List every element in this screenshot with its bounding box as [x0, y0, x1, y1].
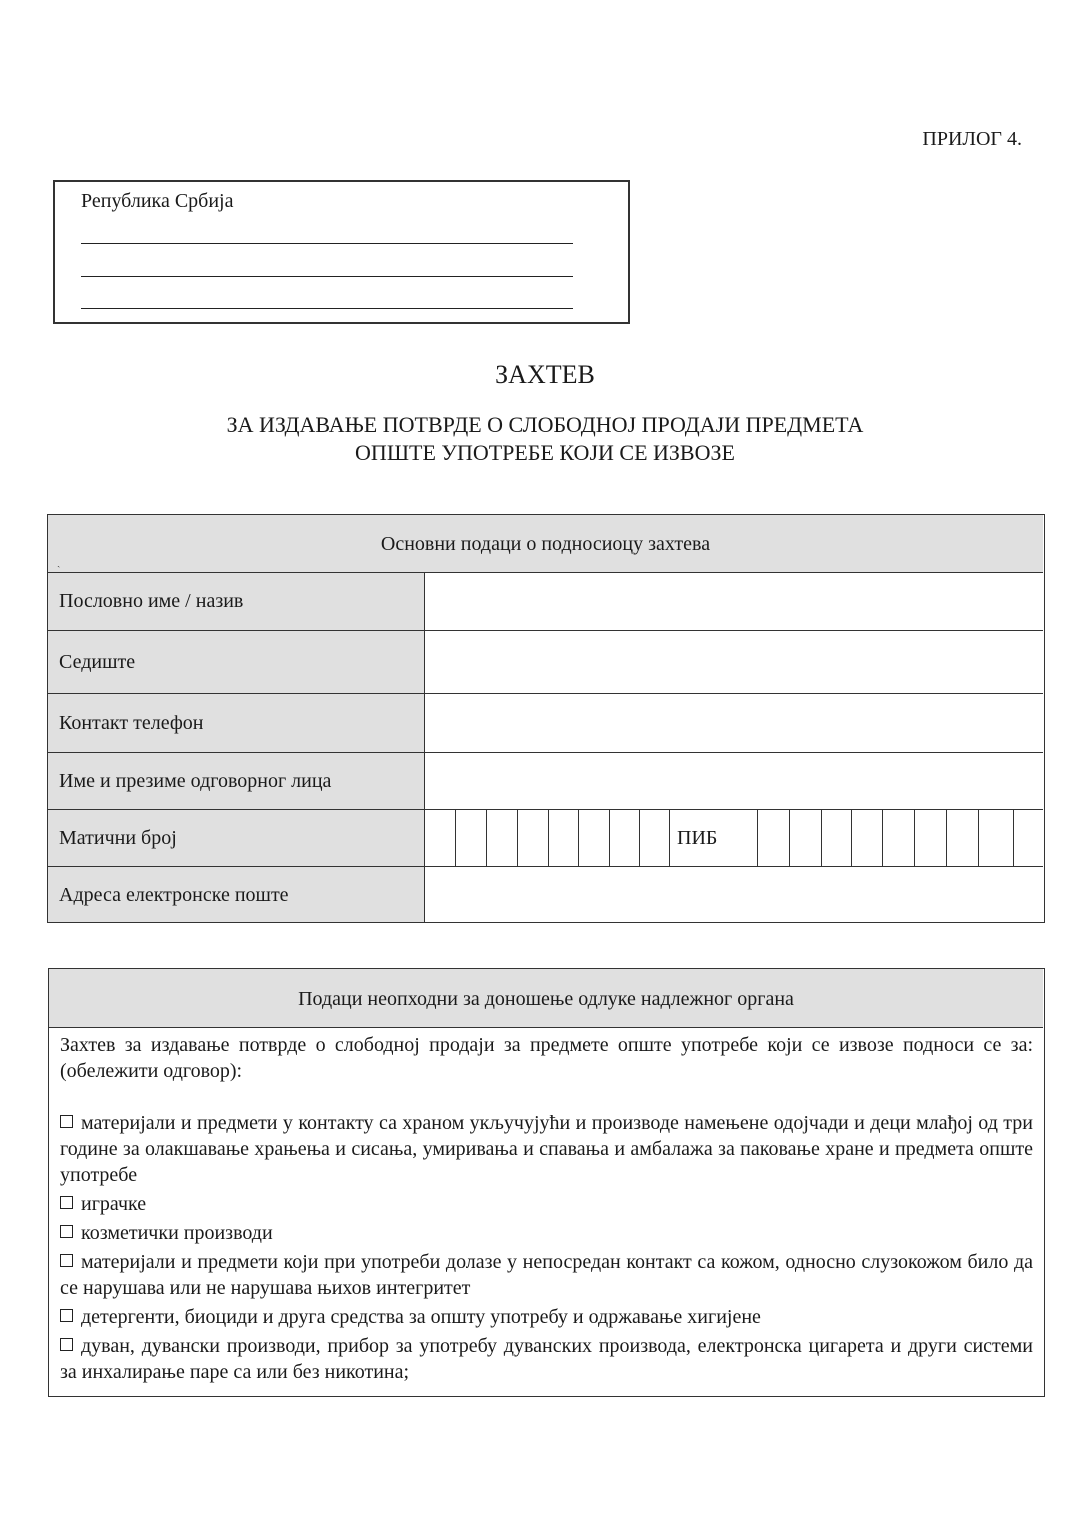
registration-digit-6[interactable]	[579, 810, 610, 866]
document-title: ЗАХТЕВ	[495, 360, 595, 389]
email-input[interactable]	[425, 867, 1043, 922]
label-business-name: Пословно име / назив	[59, 590, 244, 612]
issuer-box	[53, 180, 630, 324]
registration-digit-2[interactable]	[456, 810, 487, 866]
option-detergents	[60, 1304, 1033, 1330]
row-ids	[48, 810, 1043, 867]
option-toys	[60, 1191, 1033, 1217]
checkbox-tobacco[interactable]	[60, 1338, 73, 1351]
applicant-table-header	[48, 515, 1043, 573]
checkbox-cosmetics[interactable]	[60, 1225, 73, 1238]
document-subtitle	[0, 411, 1090, 467]
subtitle-line-1: ЗА ИЗДАВАЊЕ ПОТВРДЕ О СЛОБОДНОЈ ПРОДАЈИ ПРЕДМЕТА	[226, 412, 864, 437]
checkbox-toys[interactable]	[60, 1196, 73, 1209]
checkbox-skin-contact[interactable]	[60, 1254, 73, 1267]
option-skin-contact	[60, 1249, 1033, 1301]
checkbox-food-contact[interactable]	[60, 1115, 73, 1128]
registration-digit-5[interactable]	[549, 810, 579, 866]
applicant-table	[47, 514, 1045, 923]
registration-digit-8[interactable]	[640, 810, 670, 866]
tax-id-digit-2[interactable]	[790, 810, 822, 866]
decision-table-header	[49, 969, 1043, 1028]
subtitle-line-2: ОПШТЕ УПОТРЕБЕ КОЈИ СЕ ИЗВОЗЕ	[355, 440, 735, 465]
tax-id-digit-5[interactable]	[883, 810, 915, 866]
issuer-line-1[interactable]	[81, 243, 573, 244]
label-tax-id: ПИБ	[677, 827, 718, 849]
annex-label: ПРИЛОГ 4.	[922, 128, 1022, 150]
decision-heading: Подаци неопходни за доношење одлуке надлежног органа	[298, 988, 794, 1010]
applicant-heading: Основни подаци о подносиоцу захтева	[380, 533, 711, 555]
label-cell	[48, 573, 425, 630]
option-cosmetics	[60, 1220, 1033, 1246]
label-registration-number: Матични број	[59, 827, 177, 849]
seat-input[interactable]	[425, 631, 1043, 693]
tax-id-digit-3[interactable]	[822, 810, 852, 866]
decision-intro: Захтев за издавање потврде о слободној продаји за предмете опште употребе који се извозе подноси се за: (обележити одговор):	[60, 1034, 1033, 1082]
label-cell	[48, 753, 425, 809]
decision-table	[48, 968, 1045, 1397]
registration-digit-7[interactable]	[610, 810, 640, 866]
responsible-person-input[interactable]	[425, 753, 1043, 809]
label-email: Адреса електронске поште	[59, 884, 289, 906]
issuer-name: Република Србија	[81, 190, 234, 212]
registration-digit-3[interactable]	[487, 810, 518, 866]
label-phone: Контакт телефон	[59, 712, 204, 734]
option-text: дуван, дувански производи, прибор за употребу дуванских производа, електронска цигарета и други системи за инхалирање паре са или без никотина;	[60, 1335, 1033, 1383]
tax-id-digit-8[interactable]	[979, 810, 1014, 866]
issuer-line-2[interactable]	[81, 276, 573, 277]
label-responsible-person: Име и презиме одговорног лица	[59, 770, 332, 792]
tax-id-digit-9[interactable]	[1014, 810, 1043, 866]
option-text: материјали и предмети у контакту са храном укључујући и производе намењене одојчади и деци млађој од три године за олакшавање храњења и сисања, умиривања и спавања и амбалажа за паковање хране и предмета опште употребе	[60, 1112, 1033, 1186]
business-name-input[interactable]	[425, 573, 1043, 630]
decision-body	[60, 1032, 1033, 1385]
tax-id-digit-6[interactable]	[915, 810, 947, 866]
tax-id-digit-7[interactable]	[947, 810, 979, 866]
option-tobacco	[60, 1333, 1033, 1385]
tax-id-label-cell	[670, 810, 758, 866]
row-email	[48, 867, 1043, 922]
issuer-line-3[interactable]	[81, 308, 573, 309]
corner-mark: ˏ	[57, 557, 61, 568]
tax-id-digit-1[interactable]	[758, 810, 790, 866]
label-seat: Седиште	[59, 651, 136, 673]
checkbox-detergents[interactable]	[60, 1309, 73, 1322]
row-business-name	[48, 573, 1043, 631]
option-food-contact	[60, 1110, 1033, 1188]
tax-id-digit-4[interactable]	[852, 810, 883, 866]
label-cell	[48, 867, 425, 922]
label-cell	[48, 694, 425, 752]
option-text: детергенти, биоциди и друга средства за општу употребу и одржавање хигијене	[81, 1306, 761, 1328]
registration-digit-4[interactable]	[518, 810, 549, 866]
label-cell	[48, 810, 425, 866]
phone-input[interactable]	[425, 694, 1043, 752]
registration-digit-1[interactable]	[425, 810, 456, 866]
row-seat	[48, 631, 1043, 694]
option-text: материјали и предмети који при употреби долазе у непосредан контакт са кожом, односно слузокожом било да се нарушава или не нарушава њихов интегритет	[60, 1251, 1033, 1299]
option-text: играчке	[81, 1193, 147, 1215]
label-cell	[48, 631, 425, 693]
option-text: козметички производи	[81, 1222, 273, 1244]
row-phone	[48, 694, 1043, 753]
row-responsible-person	[48, 753, 1043, 810]
